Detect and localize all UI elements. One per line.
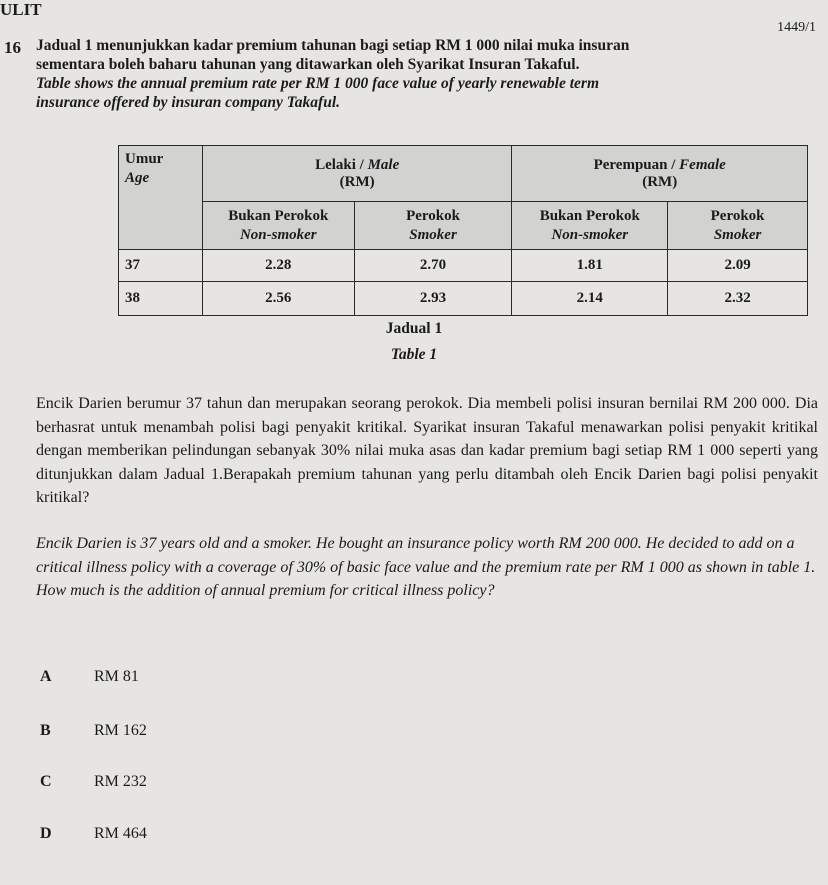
premium-rate-table: [118, 145, 808, 316]
rate-female-nonsmoker: 1.81: [512, 250, 668, 282]
age-header-ms: Umur: [125, 151, 164, 167]
question-text-malay: Encik Darien berumur 37 tahun dan merupakan seorang perokok. Dia membeli polisi insuran bernilai RM 200 000. Dia berhasrat untuk menambah polisi bagi penyakit kritikal. Syarikat insuran Takaful menawarkan polisi penyakit kritikal dengan memberikan pelindungan sebanyak 30% nilai muka asas dan kadar premium bagi setiap RM 1 000 seperti yang ditunjukkan dalam Jadual 1.Berapakah premium tahunan yang perlu ditambah oleh Encik Darien bagi polisi penyakit kritikal?: [36, 395, 818, 506]
male-header-en: Male: [367, 156, 400, 173]
row-age: 37: [119, 250, 203, 282]
male-smoker-ms: Perokok: [406, 207, 460, 224]
intro-english-line-1: Table shows the annual premium rate per RM 1 000 face value of yearly renewable term: [36, 75, 600, 92]
table-row: [119, 250, 808, 282]
question-text-english: Encik Darien is 37 years old and a smoker. He bought an insurance policy worth RM 200 000. He decided to add on a critical illness policy with a coverage of 30% of basic face value and the premium rate per RM 1 000 as shown in table 1. How much is the addition of annual premium for critical illness policy?: [36, 535, 816, 599]
female-nonsmoker-header: [512, 202, 668, 250]
table-row: [119, 282, 808, 316]
female-smoker-en: Smoker: [713, 226, 762, 243]
intro-english-line-2: insurance offered by insuran company Takaful.: [36, 94, 341, 111]
option-text: RM 81: [94, 668, 139, 685]
question-number: 16: [4, 38, 21, 57]
male-nonsmoker-ms: Bukan Perokok: [228, 207, 329, 224]
age-header: [119, 146, 203, 250]
rate-male-nonsmoker: 2.56: [202, 282, 354, 316]
female-smoker-ms: Perokok: [710, 207, 765, 224]
intro-malay-line-2: sementara boleh baharu tahunan yang ditawarkan oleh Syarikat Insuran Takaful.: [36, 56, 580, 73]
age-header-en: Age: [125, 170, 150, 186]
male-currency: (RM): [339, 173, 375, 190]
option-text: RM 464: [94, 825, 147, 842]
female-nonsmoker-en: Non-smoker: [551, 226, 629, 243]
question-intro: [36, 36, 816, 112]
male-smoker-en: Smoker: [409, 226, 457, 243]
female-smoker-header: [668, 202, 808, 250]
rate-female-smoker: 2.09: [668, 250, 808, 282]
paper-header-left: ULIT: [0, 0, 42, 19]
option-letter: B: [40, 722, 51, 739]
option-b[interactable]: [40, 722, 147, 740]
table-caption-english: Table 1: [390, 346, 438, 363]
rate-male-smoker: 2.70: [354, 250, 512, 282]
rate-female-smoker: 2.32: [668, 282, 808, 316]
option-letter: A: [40, 668, 52, 685]
option-a[interactable]: [40, 668, 139, 686]
female-nonsmoker-ms: Bukan Perokok: [539, 207, 640, 224]
rate-male-smoker: 2.93: [354, 282, 512, 316]
table-caption-malay: Jadual 1: [385, 320, 443, 337]
male-header: [202, 146, 512, 202]
male-nonsmoker-en: Non-smoker: [239, 226, 317, 243]
male-header-ms: Lelaki /: [315, 156, 368, 173]
rate-female-nonsmoker: 2.14: [512, 282, 668, 316]
option-letter: C: [40, 773, 52, 790]
paper-code: 1449/1: [777, 20, 816, 35]
option-text: RM 232: [94, 773, 147, 790]
row-age: 38: [119, 282, 203, 316]
option-c[interactable]: [40, 773, 147, 791]
female-currency: (RM): [642, 173, 678, 190]
female-header-ms: Perempuan /: [593, 156, 680, 173]
male-nonsmoker-header: [202, 202, 354, 250]
option-d[interactable]: [40, 825, 147, 843]
intro-malay-line-1: Jadual 1 menunjukkan kadar premium tahunan bagi setiap RM 1 000 nilai muka insuran: [36, 37, 630, 54]
rate-male-nonsmoker: 2.28: [202, 250, 354, 282]
male-smoker-header: [354, 202, 512, 250]
option-letter: D: [40, 825, 52, 842]
female-header: [512, 146, 808, 202]
option-text: RM 162: [94, 722, 147, 739]
female-header-en: Female: [679, 156, 726, 173]
